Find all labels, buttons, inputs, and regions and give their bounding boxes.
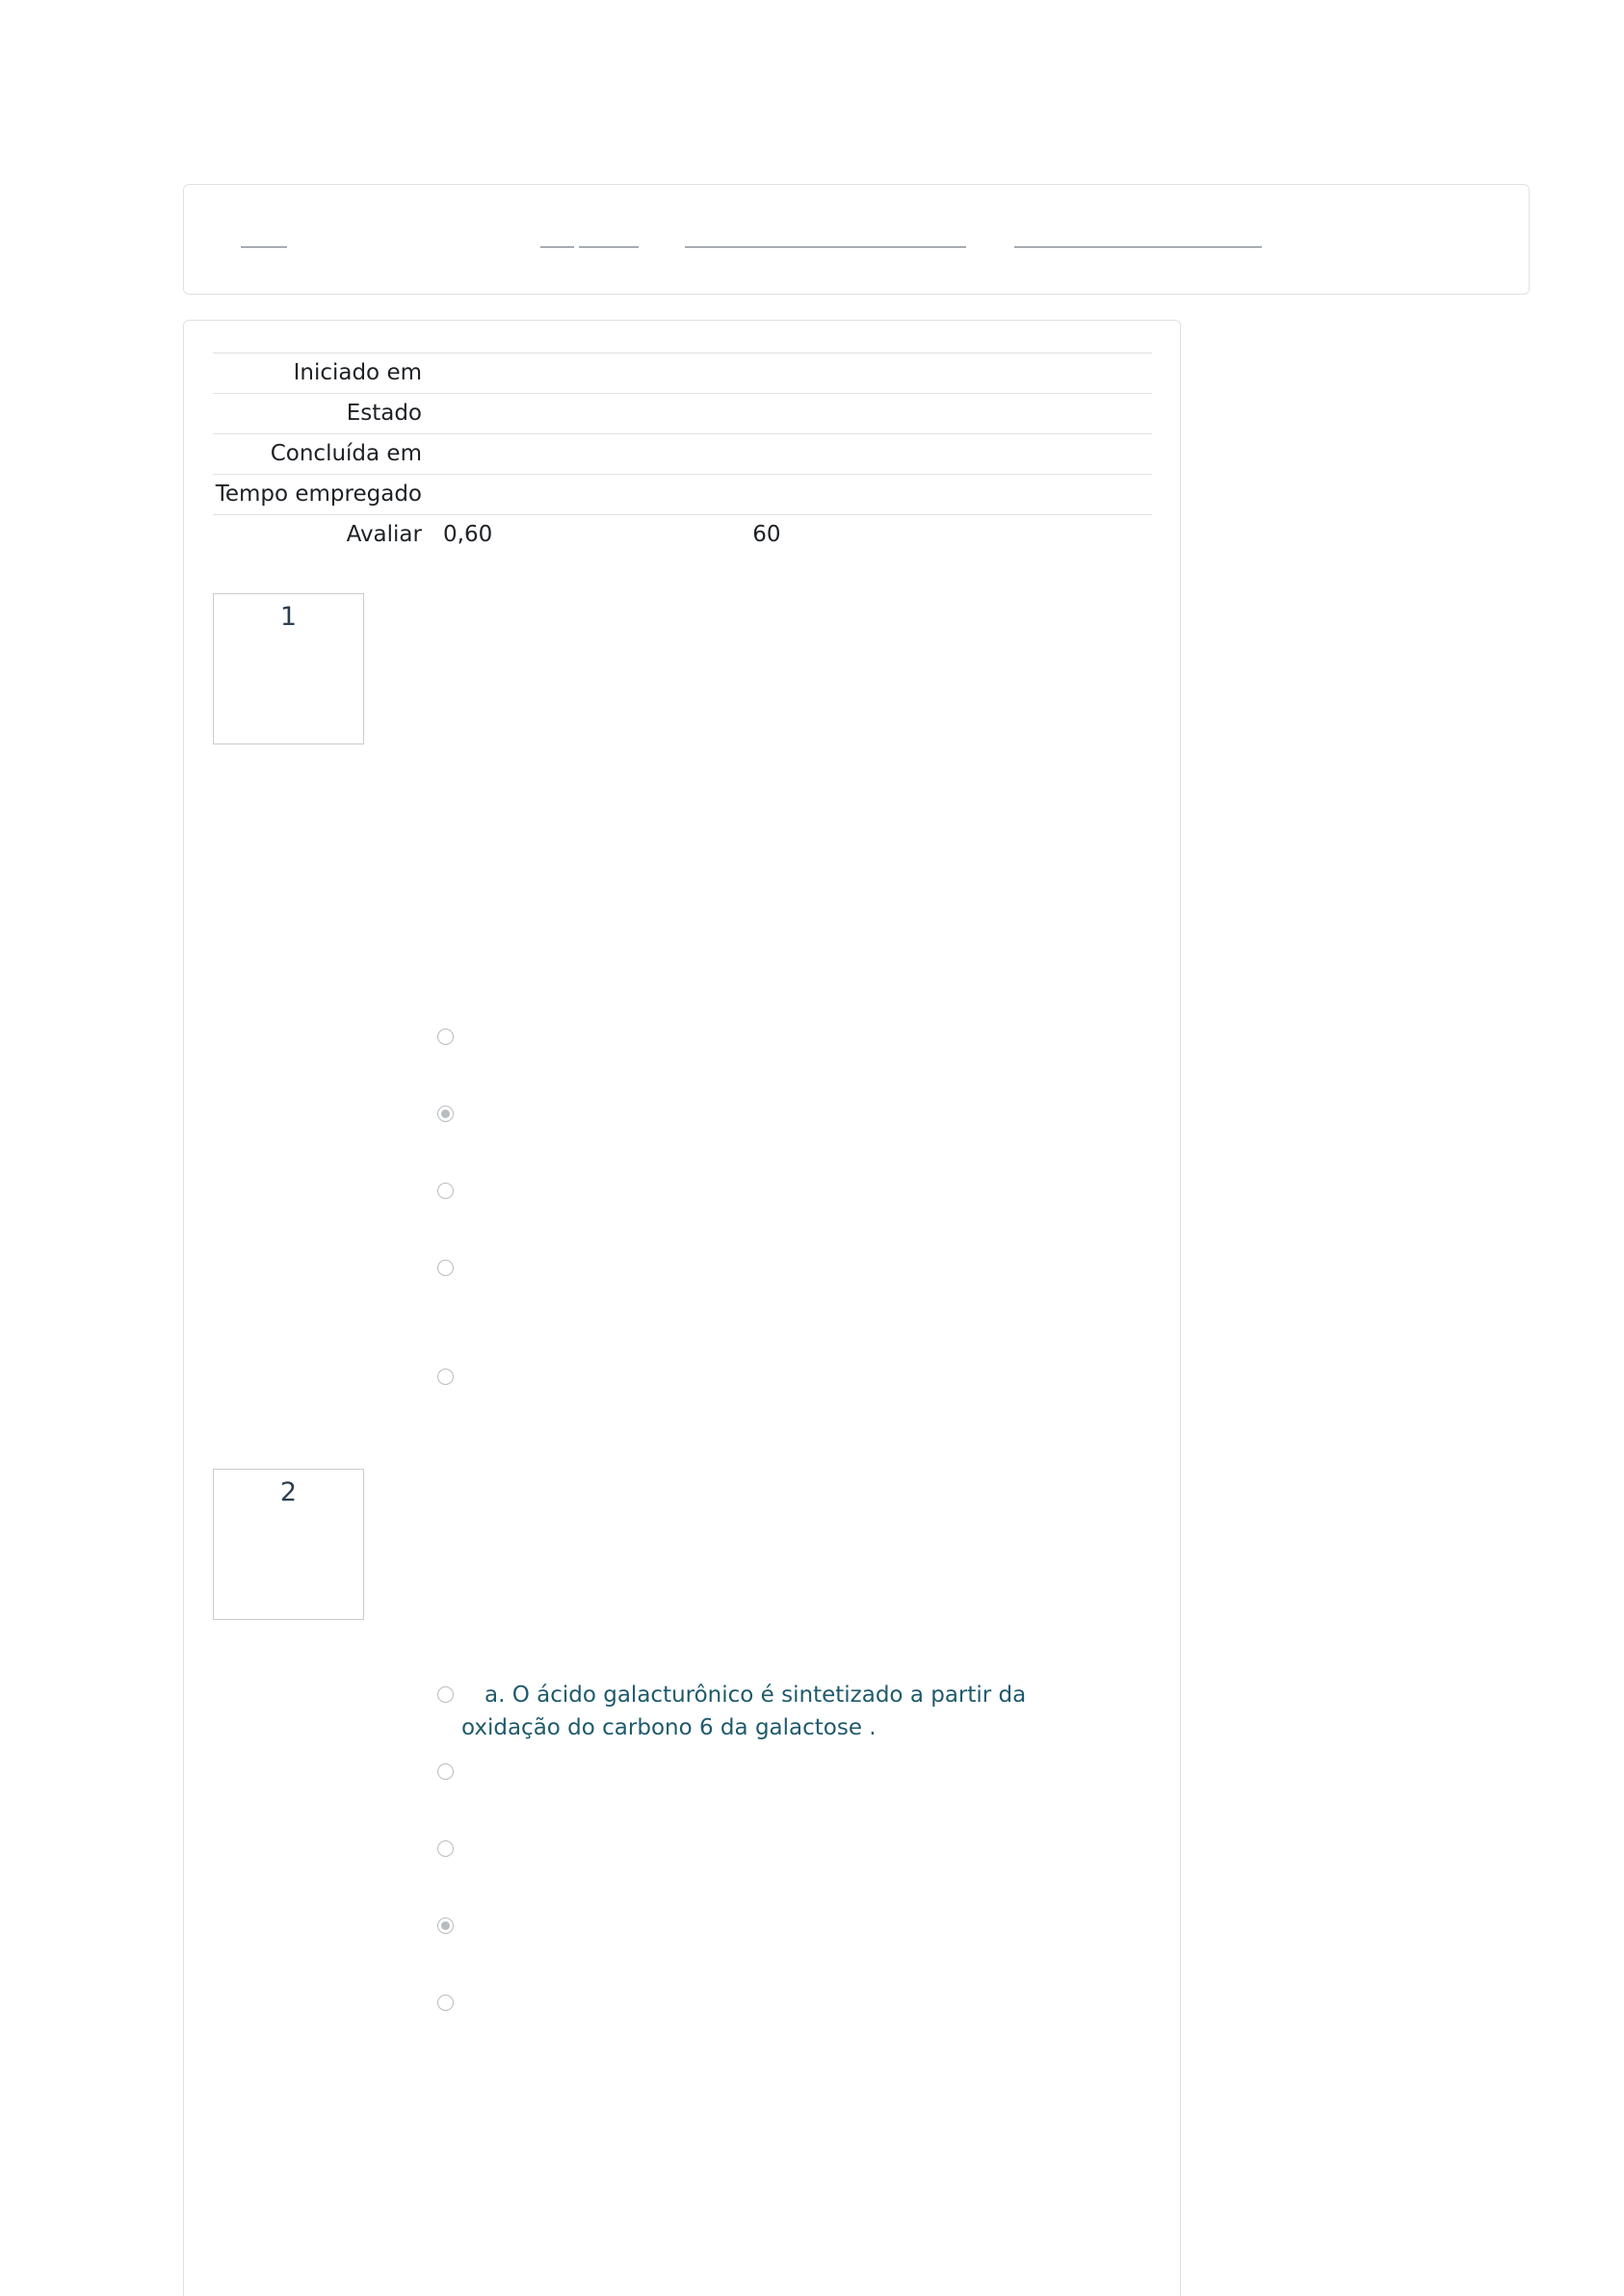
grade-label: Avaliar — [346, 522, 422, 547]
breadcrumb-link-course-short[interactable] — [540, 247, 574, 248]
time-value — [422, 475, 1152, 515]
question-info-1 — [213, 593, 364, 744]
summary-row-time — [213, 475, 1152, 515]
radio-button[interactable] — [437, 1260, 454, 1276]
breadcrumb-link-section[interactable] — [685, 247, 966, 248]
attempt-summary-table — [213, 352, 1152, 555]
question-2-option-d[interactable] — [437, 1918, 457, 1937]
started-label: Iniciado em — [293, 360, 422, 385]
radio-button[interactable] — [437, 1369, 454, 1385]
radio-button-checked[interactable] — [437, 1106, 454, 1122]
radio-button[interactable] — [437, 1183, 454, 1199]
question-2-option-b[interactable] — [437, 1763, 457, 1783]
grade-score: 0,60 — [443, 522, 493, 547]
time-label: Tempo empregado — [215, 482, 422, 507]
radio-button-checked[interactable] — [437, 1918, 454, 1934]
question-info-2 — [213, 1469, 364, 1620]
question-2-option-c[interactable] — [437, 1840, 457, 1860]
state-value — [422, 394, 1152, 434]
grade-total: 60 — [752, 522, 781, 547]
started-value — [422, 353, 1152, 394]
radio-button[interactable] — [437, 1840, 454, 1857]
breadcrumb-link-course[interactable] — [579, 247, 639, 248]
question-1-option-c[interactable] — [437, 1183, 457, 1202]
question-number: 1 — [279, 602, 298, 632]
summary-row-completed — [213, 434, 1152, 475]
breadcrumb-link-home[interactable] — [241, 247, 287, 248]
breadcrumb-link-quiz[interactable] — [1014, 247, 1262, 248]
state-label: Estado — [346, 401, 422, 426]
question-2-option-a-text: a. O ácido galacturônico é sintetizado a partir da oxidação do carbono 6 da galactose . — [461, 1683, 1027, 1740]
question-1-option-e[interactable] — [437, 1369, 457, 1388]
question-number: 2 — [279, 1477, 298, 1507]
grade-value — [422, 515, 1152, 556]
summary-row-started — [213, 353, 1152, 394]
question-2-option-a[interactable] — [437, 1686, 457, 1706]
quiz-review-card — [183, 320, 1181, 2296]
question-1-option-b[interactable] — [437, 1106, 457, 1125]
summary-row-grade — [213, 515, 1152, 556]
radio-button[interactable] — [437, 1029, 454, 1045]
completed-value — [422, 434, 1152, 475]
breadcrumb-card — [183, 184, 1530, 295]
completed-label: Concluída em — [270, 441, 422, 466]
radio-button[interactable] — [437, 1686, 454, 1703]
radio-button[interactable] — [437, 1995, 454, 2011]
question-2-option-e[interactable] — [437, 1995, 457, 2014]
question-1-option-a[interactable] — [437, 1029, 457, 1048]
question-1-option-d[interactable] — [437, 1260, 457, 1279]
summary-row-state — [213, 394, 1152, 434]
radio-button[interactable] — [437, 1763, 454, 1780]
